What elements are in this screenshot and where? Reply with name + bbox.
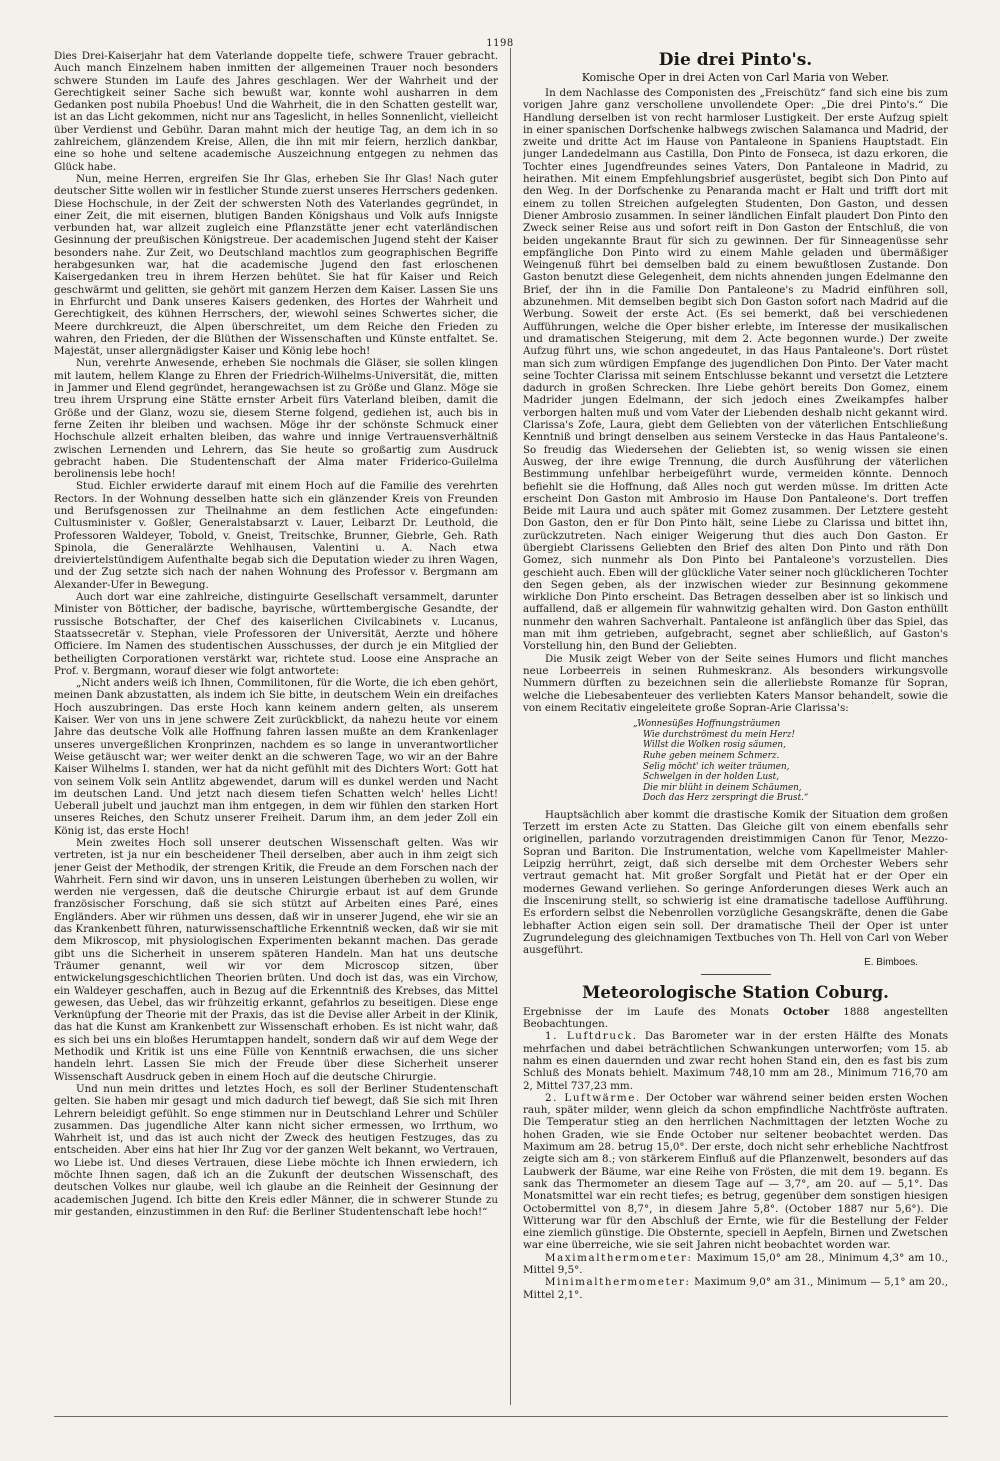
poem-line: Willst die Wolken rosig säumen, — [643, 740, 786, 751]
poem-line: „Wonnesüßes Hoffnungsträumen — [633, 719, 781, 730]
speech-paragraph: Mein zweites Hoch soll unserer deutschen Wissenschaft gelten. Was wir vertreten, ist ja nur ein bescheidener Theil derselben, aber auch in ihm zeigt sich jener Geist der Methodik, der strengen Kritik, die Freude an dem Forschen nach der Wahrheit. Fern sind wir davon, uns in unseren Leistungen überheben zu wollen, wir werden nie vergessen, daß die deutsche Chirurgie erbaut ist auf dem Grunde französischer Forschung, daß sie sich stützt auf Arbeiten eines Paré, eines Engländers. Aber wir rühmen uns dessen, daß wir in unserer Jugend, ehe wir sie an das Krankenbett führen, naturwissenschaftliche Erkenntniß wecken, daß wir sie mit dem Mikroscop, mit physiologischen Experimenten bekannt machen. Das gerade gibt uns die Sicherheit in unserem späteren Handeln. Man hat uns deutsche Träumer genannt, weil wir vor dem Microscop sitzen, über entwickelungsgeschichtlichen Theorien brüten. Und doch ist das, was ein Virchow, ein Waldeyer geschaffen, auch in Bezug auf die Erkenntniß des Krebses, das Mittel gewesen, das Uebel, das wir frühzeitig erkannt, gefahrlos zu beseitigen. Diese enge Verknüpfung der Theorie mit der Praxis, das ist die Devise aller Arbeit in der Klinik, das hat die Kunst am Krankenbett zur Wissenschaft erhoben. Es ist nicht wahr, daß es sich bei uns ein bloßes Herumtappen handelt, sondern daß wir auf dem Wege der Methodik und Kritik ist uns eine Fülle von Kenntniß erwachsen, die uns sicher handeln lehrt. Lassen Sie mich der Freude über diese Sicherheit unserer Wissenschaft Ausdruck geben in einem Hoch auf die deutsche Chirurgie. — [54, 837, 498, 1083]
weather-item-label: 1. Luftdruck. — [545, 1030, 638, 1043]
signature-row — [523, 957, 948, 969]
poem-line: Doch das Herz zerspringt die Brust.“ — [643, 793, 809, 804]
speech-paragraph: Und nun mein drittes und letztes Hoch, es soll der Berliner Studentenschaft gelten. Sie haben mir gesagt und mich dadurch tief bewegt, daß Sie sich mit Ihren Lehrern beleidigt gefühlt. So enge stimmen nur in Deutschland Lehrer und Schüler zusammen. Das jugendliche Alter kann nicht sicher ermessen, wo Irrthum, wo Wahrheit ist, und das ist auch nicht der Zweck des heutigen Festzuges, das zu entscheiden. Aber eins hat hier Ihr Zug vor der ganzen Welt bekannt, wo Vertrauen, wo Liebe ist. Und dieses Vertrauen, diese Liebe möchte ich Ihnen erwiedern, ich möchte Ihnen sagen, daß ich an die Zukunft der deutschen Wissenschaft, des deutschen Volkes nur glaube, weil ich glaube an die Reinheit der Gesinnung der academischen Jugend. Ich bitte den Kreis edler Männer, die in schwerer Stunde zu mir gestanden, einzustimmen in den Ruf: die Berliner Studentenschaft lebe hoch!“ — [54, 1082, 498, 1218]
weather-intro — [523, 1006, 948, 1031]
column-divider — [510, 48, 511, 1405]
weather-item — [523, 1252, 948, 1277]
weather-item — [523, 1276, 948, 1301]
opera-article — [523, 50, 948, 975]
opera-article-subtitle: Komische Oper in drei Acten von Carl Maria von Weber. — [581, 71, 890, 84]
poem-line: Wie durchströmest du mein Herz! — [643, 729, 795, 740]
weather-item-text: Maximum 9,0° am 31., Minimum — 5,1° am 20., Mittel 2,1°. — [523, 1276, 948, 1301]
poem-line: Selig möcht' ich weiter träumen, — [643, 761, 790, 772]
speech-paragraph: Nun, meine Herren, ergreifen Sie Ihr Glas, erheben Sie Ihr Glas! Nach guter deutscher Sitte wollen wir in festlicher Stunde zuerst unseres Herrschers gedenken. Diese Hochschule, in der Zeit der schwersten Noth des Vaterlandes gegründet, in einer Zeit, die mit eisernen, blutigen Banden Königshaus und Volk aufs Innigste verbunden hat, war allzeit zugleich eine Pflanzstätte jener echt vaterländischen Gesinnung der preußischen Königstreue. Der academischen Jugend steht der Kaiser besonders nahe. Zur Zeit, wo Deutschland machtlos zum geographischen Begriffe herabgesunken war, hat die academische Jugend den fast erloschenen Kaisergedanken treu in ihrem Herzen behütet. Sie hat für Kaiser und Reich geschwärmt und gelitten, sie gehört mit ganzem Herzen dem Kaiser. Lassen Sie uns in Ehrfurcht und Dank unseres Kaisers gedenken, des Hortes der Wahrheit und Gerechtigkeit, des kühnen Herrschers, der, wiewohl seines Schwertes sicher, die Meere durchkreuzt, die Alpen überschreitet, um dem Reiche den Frieden zu wahren, den Frieden, der die Blüthen der Wissenschaften und Künste entfaltet. Se. Majestät, unser allergnädigster Kaiser und König lebe hoch! — [54, 172, 498, 358]
weather-item-text: Maximum 15,0° am 28., Minimum 4,3° am 10., Mittel 9,5°. — [523, 1251, 948, 1276]
opera-paragraph: In dem Nachlasse des Componisten des „Freischütz“ fand sich eine bis zum vorigen Jahre ganz verschollene unvollendete Oper: „Die drei Pinto's.“ Die Handlung derselben ist von recht harmloser Lustigkeit. Der erste Aufzug spielt in einer spanischen Dorfschenke halbwegs zwischen Salamanca und Madrid, der zweite und dritte Act im Hause von Pantaleone in Spaniens Hauptstadt. Ein junger Landedelmann aus Castilla, Don Pinto de Fonseca, ist dazu erkoren, die Tochter eines Jugendfreundes seines Vaters, Don Pantaleone in Madrid, zu heirathen. Mit einem Empfehlungsbrief ausgerüstet, begibt sich Don Pinto auf den Weg. In der Dorfschenke zu Penaranda macht er Halt und trifft dort mit einem zu tollen Streichen aufgelegten Studenten, Don Gaston, und dessen Diener Ambrosio zusammen. In seiner ländlichen Einfalt plaudert Don Pinto den Zweck seiner Reise aus und sofort reift in Don Gaston der Entschluß, die von beiden ungekannte Braut für sich zu gewinnen. Der für Sinneagenüsse sehr empfängliche Don Pinto wird zu einem Mahle geladen und übermäßiger Weingenuß führt bei demselben bald zu einem bewußtlosen Zustande. Don Gaston benutzt diese Gelegenheit, dem nichts ahnenden jungen Edelmanne den Brief, der ihn in die Familie Don Pantaleone's zu Madrid einführen soll, abzunehmen. Mit demselben begibt sich Don Gaston sofort nach Madrid auf die Werbung. Soweit der erste Act. (Es sei bemerkt, daß bei verschiedenen Aufführungen, welche die Oper bisher erlebte, im Interesse der musikalischen und dramatischen Steigerung, mit dem 2. Acte begonnen wurde.) Der zweite Aufzug führt uns, wie schon angedeutet, in das Haus Pantaleone's. Dort rüstet man sich zum würdigen Empfange des jugendlichen Don Pinto. Der Vater macht seine Tochter Clarissa mit seinem Entschlusse bekannt und versetzt die Letztere dadurch in großen Schrecken. Ihre Liebe gehört bereits Don Gomez, einem Madrider jungen Edelmann, der sich jedoch eines Zweikampfes halber verborgen halten muß und vom Vater der Liebenden deshalb nicht gekannt wird. Clarissa's Zofe, Laura, giebt dem Geliebten von der väterlichen Entschließung Kenntniß und bringt denselben aus seinem Verstecke in das Haus Pantaleone's. So freudig das Wiedersehen der Geliebten ist, so wenig wissen sie einen Ausweg, der ihre ewige Trennung, die durch Ausführung der väterlichen Bestimmung unfehlbar herbeigeführt wurde, vermeiden könnte. Dennoch befiehlt sie die Hoffnung, daß Alles noch gut werden müsse. Im dritten Acte erscheint Don Gaston mit Ambrosio im Hause Don Pantaleone's. Dort treffen Beide mit Laura und auch später mit Gomez zusammen. Der Letztere gesteht Don Gaston, den er für Don Pinto hält, seine Liebe zu Clarissa und bittet ihn, zurückzutreten. Nach einiger Weigerung thut dies auch Don Gaston. Er übergiebt Clarissens Geliebten den Brief des alten Don Pinto und räth Don Gomez, sich nunmehr als Don Pinto bei Pantaleone's vorzustellen. Dies geschieht auch. Eben will der glückliche Vater seiner noch glücklicheren Tochter den Segen geben, als der inzwischen wieder zur Besinnung gekommene wirkliche Don Pinto erscheint. Das Betragen desselben aber ist so linkisch und auffallend, daß er allgemein für wahnwitzig gehalten wird. Don Gaston enthüllt nunmehr den wahren Sachverhalt. Pantaleone ist anfänglich über das Spiel, das man mit ihm getrieben, aufgebracht, segnet aber schließlich, auf Gaston's Vorstellung hin, den Bund der Geliebten. — [523, 87, 948, 653]
speech-paragraph: „Nicht anders weiß ich Ihnen, Commilitonen, für die Worte, die ich eben gehört, meinen Dank abzustatten, als indem ich Sie bitte, in deutschem Wein ein dreifaches Hoch auszubringen. Das erste Hoch kann keinem andern gelten, als unserem Kaiser. Wer von uns in jene schwere Zeit zurückblickt, da nahezu heute vor einem Jahre das deutsche Volk alle Hoffnung fahren lassen mußte an dem Krankenlager unseres unvergeßlichen Kronprinzen, nachdem es so lange in unverantwortlicher Weise getäuscht war; wer weiter denkt an die schweren Tage, wo wir an der Bahre Kaiser Wilhelms I. standen, wer hat da nicht gefühlt mit des Dichters Wort: Gott hat von seinem Volk sein Antlitz abgewendet, darum will es dunkel werden und Nacht im deutschen Land. Und jetzt nach diesem tiefen Schatten welch' helles Licht! Ueberall jubelt und jauchzt man ihm entgegen, in dem wir fühlen den starken Hort unseres Reiches, den Schutz unserer Freiheit. Darum ihm, an dem jeder Zoll ein König ist, das erste Hoch! — [54, 677, 498, 837]
poem-line: Die mir blüht in deinem Schäumen, — [643, 782, 802, 793]
article-separator — [701, 974, 771, 975]
page-number: 1198 — [486, 38, 514, 49]
poem-line: Ruhe geben meinem Schmerz. — [643, 750, 780, 761]
weather-item-text: Das Barometer war in der ersten Hälfte des Monats mehrfachen und dabei beträchtlichen Schwankungen unterworfen; vom 15. ab nahm es einen dauernden und zwar recht hohen Stand ein, den es fast bis zum Schluß des Monats behielt. Maximum 748,10 mm am 28., Minimum 716,70 am 2, Mittel 737,23 mm. — [523, 1030, 948, 1092]
weather-item-label: 2. Luftwärme. — [545, 1091, 641, 1104]
weather-item-label: Maximalthermometer: — [545, 1251, 693, 1264]
left-column-speech — [54, 50, 498, 1409]
opera-paragraph: Hauptsächlich aber kommt die drastische Komik der Situation dem großen Terzett im ersten Acte zu Statten. Das Gleiche gilt von einem ebenfalls sehr originellen, parlando vorzutragenden dreistimmigen Canon für Tenor, Mezzo-Sopran und Bariton. Die Instrumentation, welche vom Kapellmeister Mahler-Leipzig herrührt, zeigt, daß sich derselbe mit dem Orchester Webers sehr vertraut gemacht hat. Mit großer Sorgfalt und Pietät hat er der Oper ein modernes Gewand verliehen. So geringe Anforderungen dieses Werk auch an die Inscenirung stellt, so schwierig ist eine dramatische tadellose Aufführung. Es erfordern selbst die Nebenrollen vorzügliche Gesangskräfte, denen die Gabe lebhafter Action eigen sein soll. Der dramatische Theil der Oper ist unter Zugrundelegung des gleichnamigen Textbuches von Th. Hell von Carl von Weber ausgeführt. — [523, 808, 948, 957]
weather-item-label: Minimalthermometer: — [545, 1276, 691, 1289]
weather-item — [523, 1092, 948, 1252]
weather-item — [523, 1030, 948, 1091]
article-signature: E. Bimboes. — [864, 957, 918, 969]
speech-paragraph: Auch dort war eine zahlreiche, distinguirte Gesellschaft versammelt, darunter Minister von Bötticher, der badische, bayrische, württembergische Gesandte, der russische Botschafter, der Chef des kaiserlichen Civilcabinets v. Lucanus, Staatssecretär v. Stephan, viele Professoren der Universität, Aerzte und höhere Officiere. Im Namen des studentischen Ausschusses, der durch je ein Mitglied der betheiligten Corporationen verstärkt war, richtete stud. Loose eine Ansprache an Prof. v. Bergmann, worauf dieser wie folgt antwortete: — [54, 591, 498, 677]
aria-poem — [633, 719, 948, 804]
weather-article — [523, 983, 948, 1301]
weather-intro-after: 1888 angestellten Beobachtungen. — [523, 1005, 948, 1031]
weather-item-text: Der October war während seiner beiden ersten Wochen rauh, später milder, wenn gleich da schon empfindliche Nachtfröste auftraten. Die Temperatur stieg an den herrlichen Nachmittagen der letzten Woche zu hohen Graden, wie sie Ende October nur seltener beobachtet werden. Das Maximum am 28. betrug 15,0°. Der erste, doch nicht sehr erhebliche Nachtfrost zeigte sich am 8.; von stärkerem Einfluß auf die Pflanzenwelt, besonders auf das Laubwerk der Bäume, war eine Reihe von Frösten, die mit dem 19. begann. Es sank das Thermometer an diesem Tage auf — 3,7°, am 20. auf — 5,1°. Das Monatsmittel war ein recht tiefes; es betrug, gegenüber dem sonstigen hiesigen Octobermittel von 8,7°, in diesem Jahre 5,8°. (October 1887 nur 5,6°). Die Witterung war für den Abschluß der Ernte, wie für die Bestellung der Felder eine ziemlich günstige. Die Obsternte, speciell in Aepfeln, Birnen und Zwetschen war eine überreiche, wie sie seit Jahren nicht beobachtet worden war. — [523, 1091, 948, 1252]
opera-paragraph: Die Musik zeigt Weber von der Seite seines Humors und flicht manches neue Lorbeerreis in seinen Ruhmeskranz. Als besonders wirkungsvolle Nummern dürften zu bezeichnen sein die allerliebste Romanze für Sopran, welche die Liebesabenteuer des verliebten Katers Mansor behandelt, sowie die von einem Recitativ eingeleitete große Sopran-Arie Clarissa's: — [523, 652, 948, 714]
right-column — [523, 50, 948, 1409]
speech-paragraph: Nun, verehrte Anwesende, erheben Sie nochmals die Gläser, sie sollen klingen mit lautem, hellem Klange zu Ehren der Friedrich-Wilhelms-Universität, die, mitten in Jammer und Elend gegründet, herangewachsen ist zu Größe und Glanz. Möge sie treu ihrem Ursprung eine Stätte ernster Arbeit fürs Vaterland bleiben, damit die Größe und der Glanz, wozu sie, diesem Sterne folgend, gediehen ist, auch bis in ferne Zeiten ihr bleiben und wachsen. Möge ihr der schönste Schmuck einer Hochschule allzeit erhalten bleiben, das wahre und innige Vertrauensverhältniß zwischen Lernenden und Lehrern, das Sie heute so großartig zum Ausdruck gebracht haben. Die Studentenschaft der Alma mater Friderico-Guilelma berolinensis lebe hoch! — [54, 357, 498, 481]
speech-paragraph: Dies Drei-Kaiserjahr hat dem Vaterlande doppelte tiefe, schwere Trauer gebracht. Auch manch Einzelnem haben inmitten der allgemeinen Trauer noch besonders schwere Stunden im Laufe des Jahres geschlagen. Wer der Wahrheit und der Gerechtigkeit seiner Sache sich bewußt war, konnte wohl ausharren in dem Gedanken post nubila Phoebus! Und die Wahrheit, die in den Schatten gestellt war, ist an das Licht gekommen, nicht nur ans Tageslicht, in helles Sonnenlicht, vielleicht über Verdienst und Gebühr. Daran mahnt mich der heutige Tag, an dem ich in so zahlreichem, glänzendem Kreise, Allen, die ihn mit mir feiern, herzlich dankbar, eine so hohe und seltene academische Auszeichnung entgegen zu nehmen das Glück habe. — [54, 50, 498, 173]
footer-rule — [54, 1416, 948, 1417]
poem-line: Schwelgen in der holden Lust, — [643, 772, 780, 783]
opera-article-title: Die drei Pinto's. — [658, 50, 813, 70]
weather-article-title: Meteorologische Station Coburg. — [582, 982, 889, 1002]
weather-intro-month: October — [783, 1005, 830, 1018]
speech-paragraph: Stud. Eichler erwiderte darauf mit einem Hoch auf die Familie des verehrten Rectors. In der Wohnung desselben hatte sich ein glänzender Kreis von Freunden und Berufsgenossen zur Theilnahme an dem festlichen Acte eingefunden: Cultusminister v. Goßler, Generalstabsarzt v. Lauer, Leibarzt Dr. Leuthold, die Professoren Waldeyer, Tobold, v. Gneist, Treitschke, Brunner, Giebrle, Geh. Rath Spinola, die Generalärzte Wehlhausen, Valentini u. A. Nach etwa dreiviertelstündigem Aufenthalte begab sich die Deputation wieder zu ihren Wagen, und der Zug setzte sich nach der nahen Wohnung des Professor v. Bergmann am Alexander-Ufer in Bewegung. — [54, 480, 498, 591]
weather-intro-before: Ergebnisse der im Laufe des Monats — [523, 1005, 769, 1018]
